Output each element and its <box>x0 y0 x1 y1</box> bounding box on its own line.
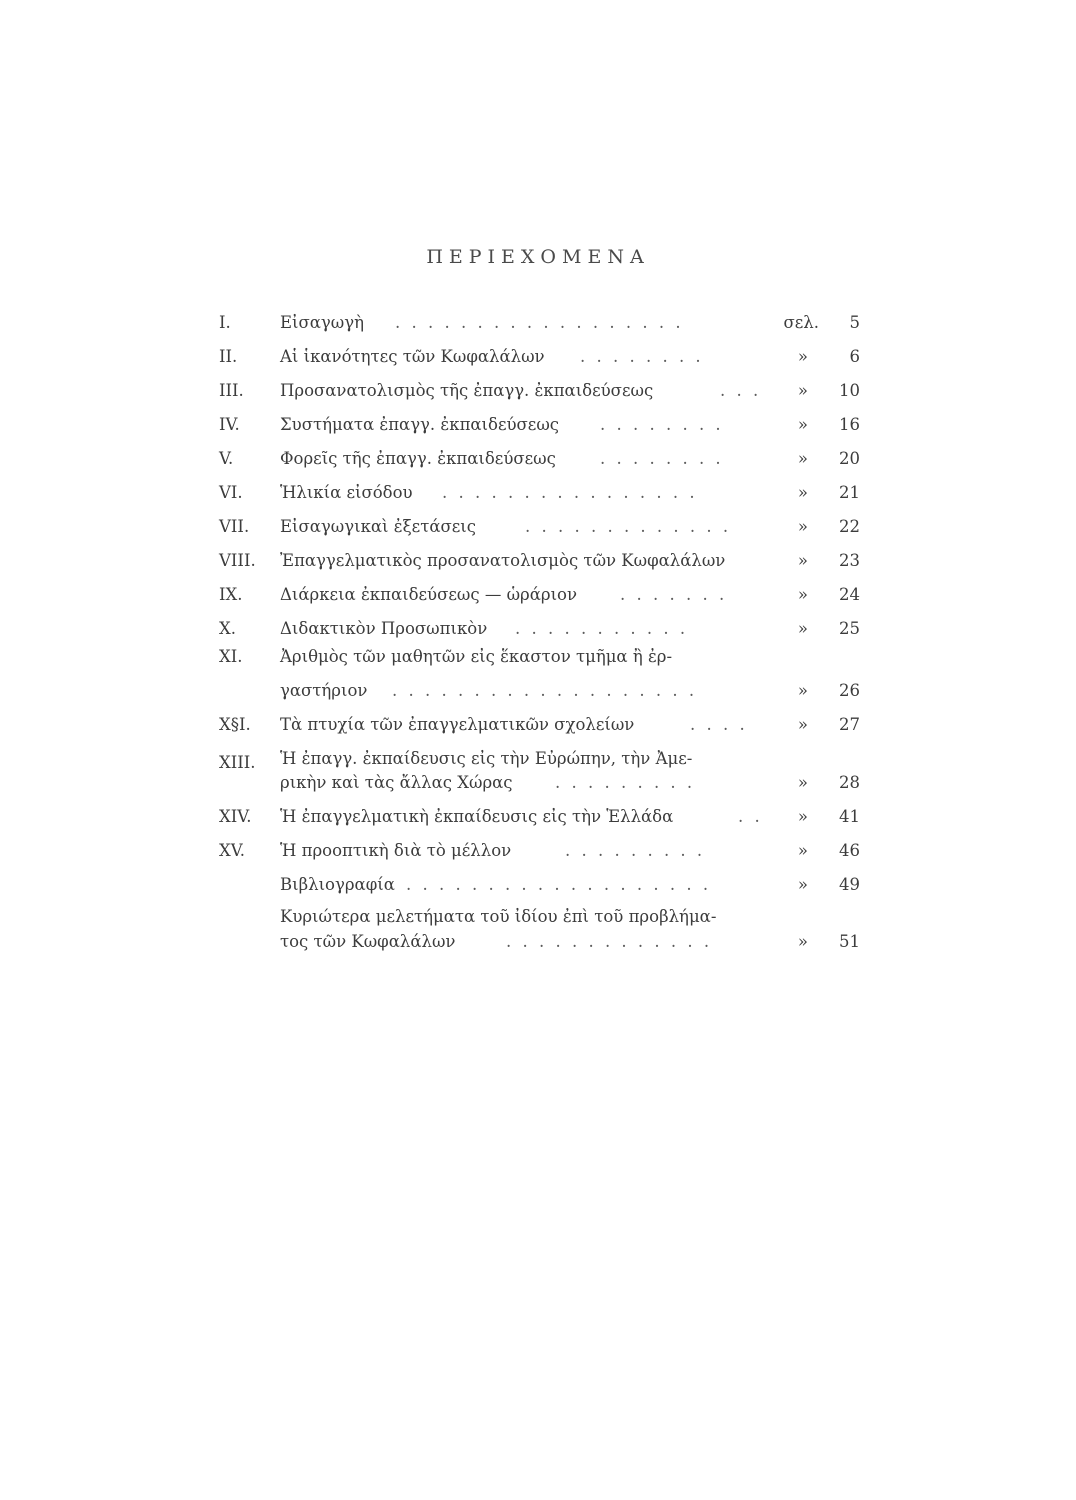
entry-number: XIII. <box>219 753 256 772</box>
toc-entry-continuation <box>0 931 1076 953</box>
entry-title: Φορεῖς τῆς ἐπαγγ. ἐκπαιδεύσεως <box>280 449 556 468</box>
page-ref-label: » <box>797 681 808 700</box>
entry-title: Ἡ προοπτικὴ διὰ τὸ μέλλον <box>280 841 512 860</box>
entry-number: X. <box>219 619 236 638</box>
toc-entry <box>0 380 1076 402</box>
dot-leader: . . . . . . . . . . . . . . . . . . . <box>392 681 698 700</box>
dot-leader: . . . . . . . . . <box>555 773 696 792</box>
dot-leader: . . . . . . . . . . . . . . . . . . <box>395 313 684 332</box>
page-number: 6 <box>849 347 860 366</box>
entry-title: Ἐπαγγελματικὸς προσανατολισμὸς τῶν Κωφαλάλων <box>280 551 726 570</box>
page-ref-label: » <box>797 619 808 638</box>
entry-number: VII. <box>219 517 250 536</box>
toc-entry <box>0 312 1076 334</box>
page-ref-label: » <box>797 449 808 468</box>
entry-number: I. <box>219 313 231 332</box>
dot-leader: . . . . . . . . . . . . . . . . <box>442 483 698 502</box>
page-ref-label: » <box>797 807 808 826</box>
entry-title: Προσανατολισμὸς τῆς ἐπαγγ. ἐκπαιδεύσεως <box>280 381 654 400</box>
page-number: 20 <box>839 449 860 468</box>
dot-leader: . . . . . . . . . . . <box>515 619 689 638</box>
page-ref-label: » <box>797 381 808 400</box>
page-number: 25 <box>839 619 860 638</box>
page-number: 23 <box>839 551 860 570</box>
entry-number: XV. <box>219 841 246 860</box>
entry-title: Διδακτικὸν Προσωπικὸν <box>280 619 488 638</box>
page-title: ΠΕΡΙΕΧΟΜΕΝΑ <box>426 246 650 268</box>
page-ref-label: » <box>797 715 808 734</box>
dot-leader: . . . . . . . . <box>580 347 704 366</box>
page-number: 5 <box>849 313 860 332</box>
dot-leader: . . . . . . . . <box>600 449 724 468</box>
page-ref-label: » <box>797 932 808 951</box>
entry-title: Κυριώτερα μελετήματα τοῦ ἰδίου ἐπὶ τοῦ προβλήμα- <box>280 907 717 926</box>
toc-entry <box>0 840 1076 862</box>
entry-number: X§I. <box>219 715 251 734</box>
toc-entry <box>0 874 1076 896</box>
toc-entry <box>0 346 1076 368</box>
page-number: 21 <box>839 483 860 502</box>
page-number: 27 <box>839 715 860 734</box>
page-number: 10 <box>839 381 860 400</box>
entry-title-continuation: γαστήριον <box>280 681 368 700</box>
page-ref-label: » <box>797 585 808 604</box>
page-number: 49 <box>839 875 860 894</box>
toc-entry <box>0 482 1076 504</box>
entry-number: IV. <box>219 415 240 434</box>
entry-title: Βιβλιογραφία <box>280 875 395 894</box>
toc-entry <box>0 414 1076 436</box>
dot-leader: . . . . . . . . . . . . . <box>525 517 732 536</box>
entry-title: Διάρκεια ἐκπαιδεύσεως — ὡράριον <box>280 585 578 604</box>
entry-title: Συστήματα ἐπαγγ. ἐκπαιδεύσεως <box>280 415 560 434</box>
page-ref-label: » <box>797 875 808 894</box>
page-number: 24 <box>839 585 860 604</box>
page-number: 16 <box>839 415 860 434</box>
page-ref-label: » <box>797 415 808 434</box>
entry-number: III. <box>219 381 244 400</box>
entry-number: XIV. <box>219 807 252 826</box>
entry-number: II. <box>219 347 238 366</box>
toc-entry <box>0 646 1076 668</box>
page-number: 46 <box>839 841 860 860</box>
entry-title: Εἰσαγωγὴ <box>280 313 364 332</box>
toc-entry <box>0 550 1076 572</box>
dot-leader: . . . . . . . . <box>600 415 724 434</box>
page-ref-label: » <box>797 517 808 536</box>
dot-leader: . . . . <box>690 715 748 734</box>
entry-title: Ἡ ἐπαγγελματικὴ ἐκπαίδευσις εἰς τὴν Ἑλλάδα <box>280 807 674 826</box>
entry-number: VI. <box>219 483 243 502</box>
page-number: 22 <box>839 517 860 536</box>
dot-leader: . . . <box>720 381 762 400</box>
entry-number: VIII. <box>219 551 256 570</box>
page-ref-label: » <box>797 551 808 570</box>
entry-title: Εἰσαγωγικαὶ ἐξετάσεις <box>280 517 477 536</box>
page-ref-label: » <box>797 773 808 792</box>
toc-entry <box>0 748 1076 770</box>
entry-title-continuation: τος τῶν Κωφαλάλων <box>280 932 456 951</box>
toc-entry-continuation <box>0 772 1076 794</box>
dot-leader: . . <box>738 807 763 826</box>
page-number: 28 <box>839 773 860 792</box>
page-ref-label: » <box>797 347 808 366</box>
dot-leader: . . . . . . . . . . . . . <box>506 932 713 951</box>
toc-entry <box>0 714 1076 736</box>
entry-title-continuation: ρικὴν καὶ τὰς ἄλλας Χώρας <box>280 773 513 792</box>
page-ref-label: σελ. <box>783 313 819 332</box>
toc-entry <box>0 618 1076 640</box>
page-ref-label: » <box>797 841 808 860</box>
page-number: 51 <box>839 932 860 951</box>
toc-entry <box>0 516 1076 538</box>
dot-leader: . . . . . . . <box>620 585 728 604</box>
entry-number: V. <box>219 449 234 468</box>
entry-title: Αἱ ἱκανότητες τῶν Κωφαλάλων <box>280 347 545 366</box>
dot-leader: . . . . . . . . . . . . . . . . . . . <box>406 875 712 894</box>
toc-entry <box>0 448 1076 470</box>
entry-title: Ἀριθμὸς τῶν μαθητῶν εἰς ἕκαστον τμῆμα ἢ ἐρ- <box>280 647 673 666</box>
dot-leader: . . . . . . . . . <box>565 841 706 860</box>
entry-title: Ἡ ἐπαγγ. ἐκπαίδευσις εἰς τὴν Εὐρώπην, τὴν Ἀμε- <box>280 749 693 768</box>
page-number: 26 <box>839 681 860 700</box>
entry-number: IX. <box>219 585 243 604</box>
entry-number: XI. <box>219 647 243 666</box>
toc-entry-continuation <box>0 680 1076 702</box>
toc-entry <box>0 584 1076 606</box>
page-ref-label: » <box>797 483 808 502</box>
entry-title: Ἡλικία εἰσόδου <box>280 483 413 502</box>
toc-entry <box>0 806 1076 828</box>
entry-title: Τὰ πτυχία τῶν ἐπαγγελματικῶν σχολείων <box>280 715 635 734</box>
toc-entry <box>0 906 1076 928</box>
page-number: 41 <box>839 807 860 826</box>
